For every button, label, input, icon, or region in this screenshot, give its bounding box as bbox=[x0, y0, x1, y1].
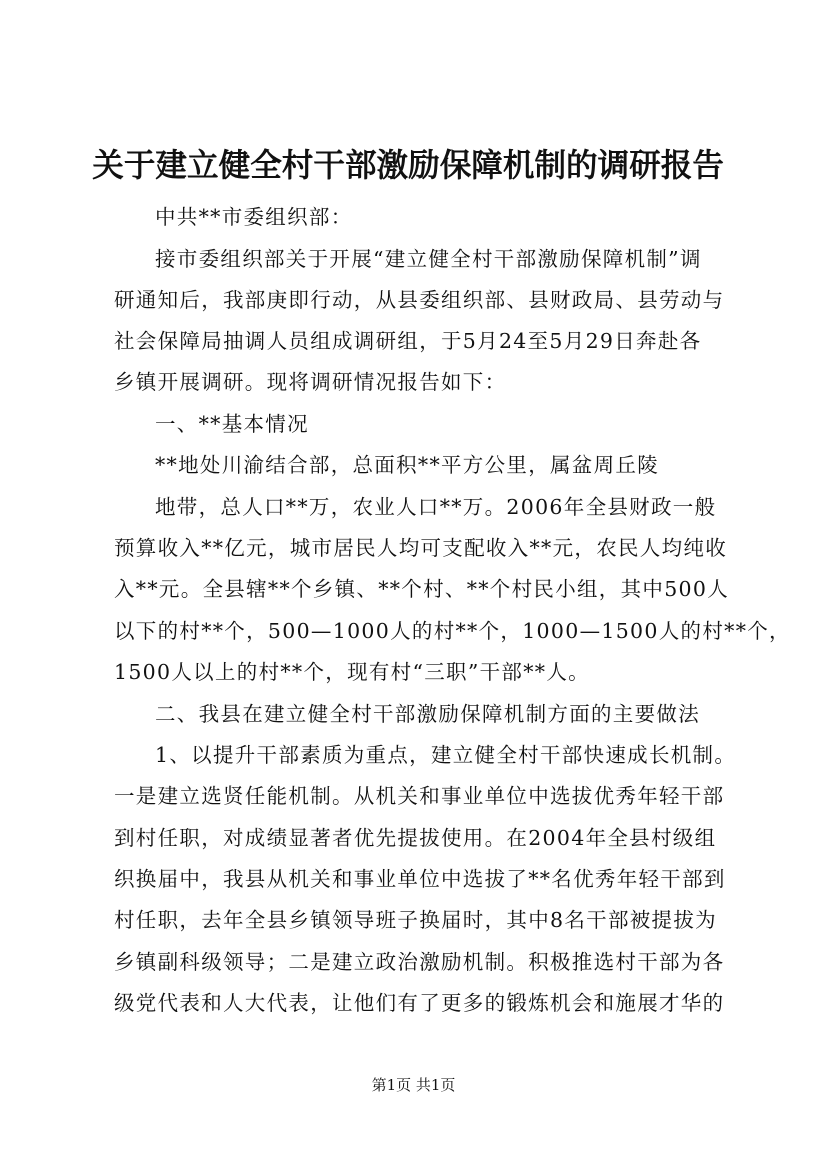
paragraph-line: 1500人以上的村**个，现有村“三职”干部**人。 bbox=[114, 660, 590, 684]
paragraph-line: 一是建立选贤任能机制。从机关和事业单位中选拔优秀年轻干部 bbox=[114, 784, 725, 808]
paragraph-line: 地带，总人口**万，农业人口**万。2006年全县财政一般 bbox=[155, 495, 717, 519]
paragraph-line: 预算收入**亿元，城市居民人均可支配收入**元，农民人均纯收 bbox=[114, 536, 727, 560]
paragraph-line: 到村任职，对成绩显著者优先提拔使用。在2004年全县村级组 bbox=[114, 826, 717, 850]
paragraph-line: 研通知后，我部庚即行动，从县委组织部、县财政局、县劳动与 bbox=[114, 288, 725, 312]
paragraph-line: 织换届中，我县从机关和事业单位中选拔了**名优秀年轻干部到 bbox=[114, 867, 726, 891]
paragraph-line: 1、以提升干部素质为重点，建立健全村干部快速成长机制。 bbox=[155, 743, 737, 767]
paragraph-line: 级党代表和人大代表，让他们有了更多的锻炼机会和施展才华的 bbox=[114, 991, 725, 1015]
paragraph-line: 乡镇副科级领导；二是建立政治激励机制。积极推选村干部为各 bbox=[114, 950, 725, 974]
paragraph-line: **地处川渝结合部，总面积**平方公里，属盆周丘陵 bbox=[155, 453, 659, 477]
paragraph-line: 入**元。全县辖**个乡镇、**个村、**个村民小组，其中500人 bbox=[114, 577, 730, 601]
paragraph-line: 村任职，去年全县乡镇领导班子换届时，其中8名干部被提拔为 bbox=[114, 908, 717, 932]
document-title: 关于建立健全村干部激励保障机制的调研报告 bbox=[92, 146, 724, 184]
paragraph-line: 接市委组织部关于开展“建立健全村干部激励保障机制”调 bbox=[155, 247, 702, 271]
paragraph-line: 以下的村**个，500—1000人的村**个，1000—1500人的村**个， bbox=[114, 619, 791, 643]
section-heading: 二、我县在建立健全村干部激励保障机制方面的主要做法 bbox=[155, 702, 700, 726]
section-heading: 一、**基本情况 bbox=[155, 412, 309, 436]
page-footer: 第1页 共1页 bbox=[371, 1076, 456, 1094]
salutation: 中共**市委组织部： bbox=[155, 205, 353, 229]
paragraph-line: 乡镇开展调研。现将调研情况报告如下： bbox=[114, 370, 507, 394]
paragraph-line: 社会保障局抽调人员组成调研组，于5月24至5月29日奔赴各 bbox=[114, 329, 702, 353]
